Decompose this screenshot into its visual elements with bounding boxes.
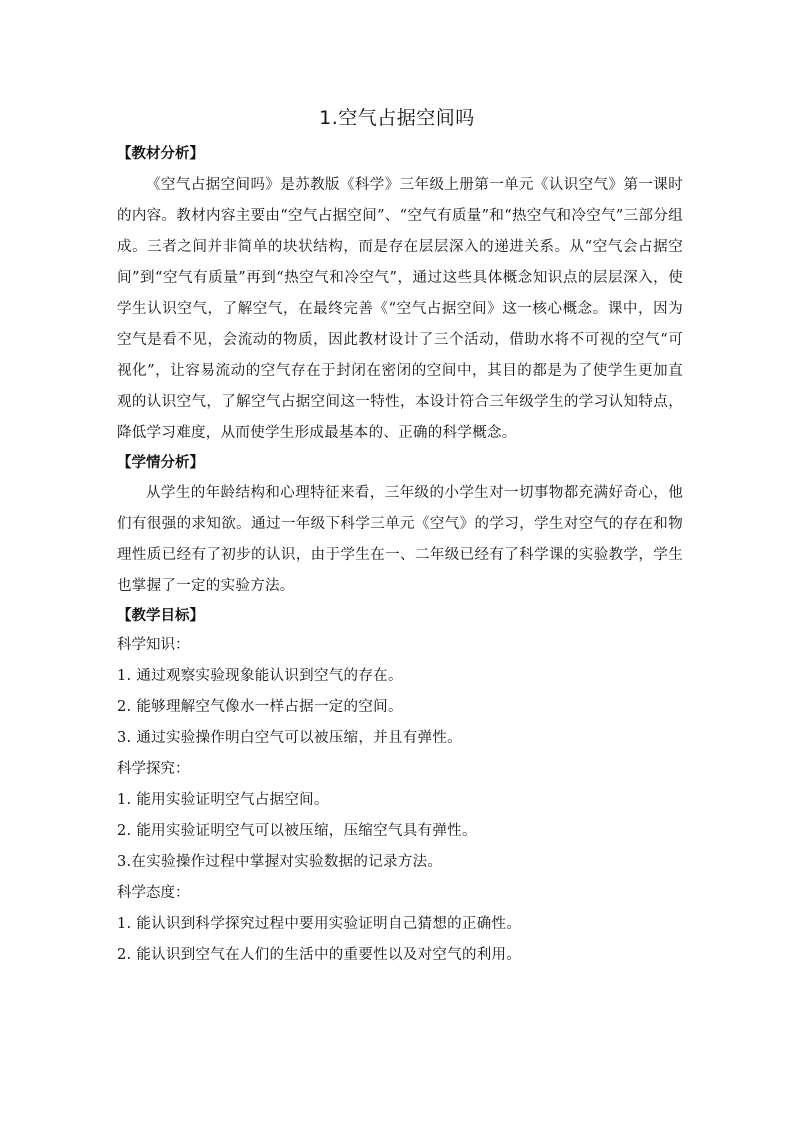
page-title: 1.空气占据空间吗: [319, 107, 475, 129]
section-heading-textbook-analysis: 【教材分析】: [117, 146, 204, 162]
objective-item: 3.在实验操作过程中掌握对实验数据的记录方法。: [117, 854, 443, 870]
objective-group-label-attitude: 科学态度：: [117, 885, 190, 901]
objective-item: 1. 通过观察实验现象能认识到空气的存在。: [117, 668, 403, 684]
objective-group-label-inquiry: 科学探究：: [117, 761, 190, 777]
textbook-analysis-paragraph: 《空气占据空间吗》是苏教版《科学》三年级上册第一单元《认识空气》第一课时的内容。教材内容主要由“空气占据空间”、“空气有质量”和“热空气和冷空气”三部分组成。三者之间并非简单的块状结构，而是存在层层深入的递进关系。从“空气会占据空间”到“空气有质量”再到“热空气和冷空气”，通过这些具体概念知识点的层层深入，使学生认识空气，了解空气，在最终完善《“空气占据空间》这一核心概念。课中，因为空气是看不见，会流动的物质，因此教材设计了三个活动，借助水将不可视的空气“可视化”，让容易流动的空气存在于封闭在密闭的空间中，其目的都是为了使学生更加直观的认识空气，了解空气占据空间这一特性，本设计符合三年级学生的学习认知特点，降低学习难度，从而使学生形成最基本的、正确的科学概念。: [117, 177, 683, 441]
objective-item: 1. 能用实验证明空气占据空间。: [117, 792, 329, 808]
objective-group-label-knowledge: 科学知识：: [117, 637, 190, 653]
objective-item: 3. 通过实验操作明白空气可以被压缩，并且有弹性。: [117, 730, 462, 746]
section-heading-teaching-objectives: 【教学目标】: [117, 608, 204, 624]
objective-item: 1. 能认识到科学探究过程中要用实验证明自己猜想的正确性。: [117, 916, 522, 932]
objective-item: 2. 能够理解空气像水一样占据一定的空间。: [117, 699, 403, 715]
learner-analysis-paragraph: 从学生的年龄结构和心理特征来看，三年级的小学生对一切事物都充满好奇心，他们有很强的求知欲。通过一年级下科学三单元《空气》的学习，学生对空气的存在和物理性质已经有了初步的认识，由于学生在一、二年级已经有了科学课的实验教学，学生也掌握了一定的实验方法。: [117, 485, 683, 594]
section-heading-learner-analysis: 【学情分析】: [117, 455, 204, 471]
objective-item: 2. 能认识到空气在人们的生活中的重要性以及对空气的利用。: [117, 947, 522, 963]
objective-item: 2. 能用实验证明空气可以被压缩，压缩空气具有弹性。: [117, 823, 477, 839]
document-body: [117, 140, 683, 971]
